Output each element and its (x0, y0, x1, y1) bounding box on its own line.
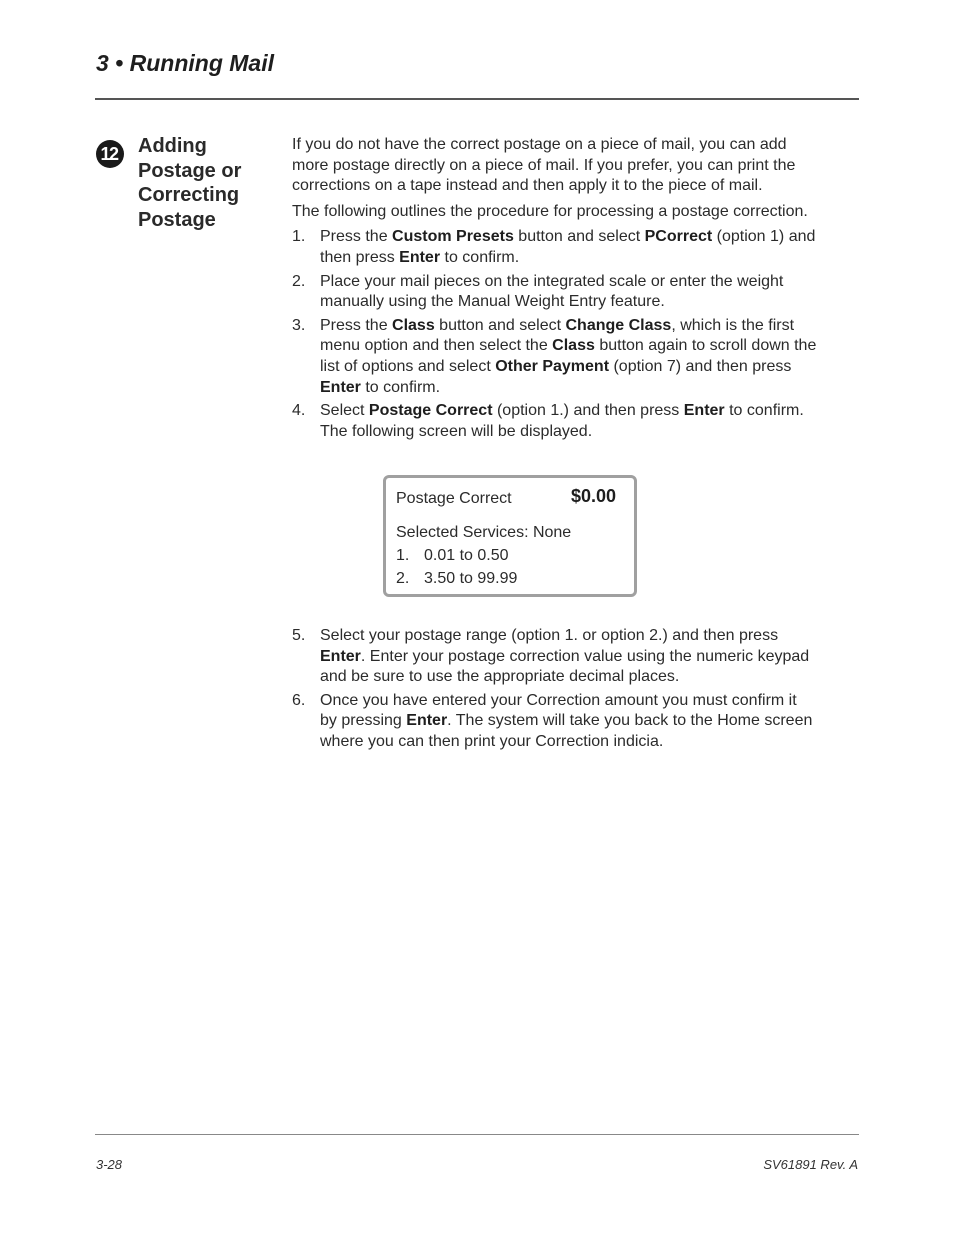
section-heading-line: Postage (138, 208, 216, 231)
step-text: button again to scroll down the (594, 337, 817, 355)
step-number: 3. (292, 316, 306, 334)
header-divider (95, 98, 859, 100)
step-text: to confirm. (724, 402, 804, 420)
step-text: (option 1.) and then press (492, 402, 684, 420)
step-number: 4. (292, 402, 306, 420)
step-text: (option 7) and then press (609, 357, 792, 375)
screen-option-1 (396, 547, 509, 565)
step-text: to confirm. (440, 248, 520, 266)
step-text: . The system will take you back to the Home screen (447, 712, 813, 730)
section-heading-line: Correcting (138, 184, 240, 206)
step-text: Select (320, 402, 369, 420)
enter-term: Enter (406, 712, 448, 730)
step-number: 2. (292, 272, 306, 290)
page-number: 3-28 (96, 1157, 123, 1172)
step-1 (292, 227, 858, 268)
step-5 (292, 626, 858, 688)
step-text: to confirm. (360, 378, 441, 396)
intro-line: If you do not have the correct postage on a piece of mail, you can add (292, 136, 787, 153)
step-text: Press the (320, 228, 393, 246)
screen-amount: $0.00 (571, 486, 617, 506)
chapter-title: 3 • Running Mail (96, 50, 274, 76)
screen-services: Selected Services: None (396, 524, 572, 541)
enter-term: Enter (683, 402, 725, 420)
option-number: 2. (396, 570, 410, 587)
section-number: 12 (100, 144, 118, 164)
custom-presets-term: Custom Presets (392, 228, 514, 246)
step-text: Press the (320, 316, 393, 334)
step-text: button and select (434, 316, 566, 334)
step-text: Select your postage range (option 1. or option 2.) and then press (320, 627, 779, 644)
section-heading (138, 134, 278, 232)
step-number: 5. (292, 627, 306, 644)
step-text: , which is the first (671, 316, 795, 334)
step-2 (292, 272, 858, 313)
step-text: by pressing (320, 712, 407, 730)
step-text: menu option and then select the (320, 337, 553, 355)
section-heading-line: Adding (138, 135, 207, 157)
enter-term: Enter (320, 647, 361, 665)
step-text: manually using the Manual Weight Entry feature. (320, 293, 665, 311)
other-payment-term: Other Payment (495, 357, 610, 375)
section-heading-line: Postage or (138, 159, 242, 182)
step-text: where you can then print your Correction indicia. (320, 732, 664, 750)
body-column-continued (292, 626, 858, 756)
footer-divider (95, 1134, 859, 1135)
step-number: 6. (292, 691, 306, 709)
postage-correct-term: Postage Correct (368, 402, 493, 420)
pcorrect-term: PCorrect (644, 228, 713, 246)
screen-option-2 (396, 570, 517, 588)
step-text: Place your mail pieces on the integrated scale or enter the weight (320, 272, 784, 290)
option-number: 1. (396, 547, 410, 564)
step-text: The following screen will be displayed. (320, 422, 593, 440)
step-text: button and select (513, 228, 645, 246)
step-text: . Enter your postage correction value using the numeric keypad (360, 647, 810, 665)
device-screen-panel (383, 475, 637, 597)
step-number: 1. (292, 228, 306, 246)
document-id: SV61891 Rev. A (763, 1157, 858, 1172)
step-text: then press (320, 248, 400, 266)
step-text: Once you have entered your Correction amount you must confirm it (320, 691, 797, 709)
class-term: Class (392, 316, 435, 334)
intro-paragraph (292, 135, 858, 197)
step-6 (292, 691, 858, 753)
intro-line: corrections on a tape instead and then apply it to the piece of mail. (292, 177, 763, 195)
enter-term: Enter (399, 248, 441, 266)
option-label: 0.01 to 0.50 (424, 547, 509, 564)
option-label: 3.50 to 99.99 (424, 570, 518, 587)
step-3 (292, 316, 858, 398)
body-column (292, 135, 858, 445)
step-4 (292, 401, 858, 442)
intro-line: more postage directly on a piece of mail. If you prefer, you can print the (292, 156, 796, 174)
step-text: and be sure to use the appropriate decimal places. (320, 668, 680, 686)
enter-term: Enter (320, 378, 361, 396)
step-text: (option 1) and (712, 228, 816, 246)
screen-title: Postage Correct (396, 490, 512, 507)
change-class-term: Change Class (565, 316, 672, 334)
step-text: list of options and select (320, 357, 496, 375)
procedure-intro: The following outlines the procedure for processing a postage correction. (292, 202, 808, 220)
section-number-badge (96, 140, 124, 168)
class-term: Class (552, 337, 595, 355)
